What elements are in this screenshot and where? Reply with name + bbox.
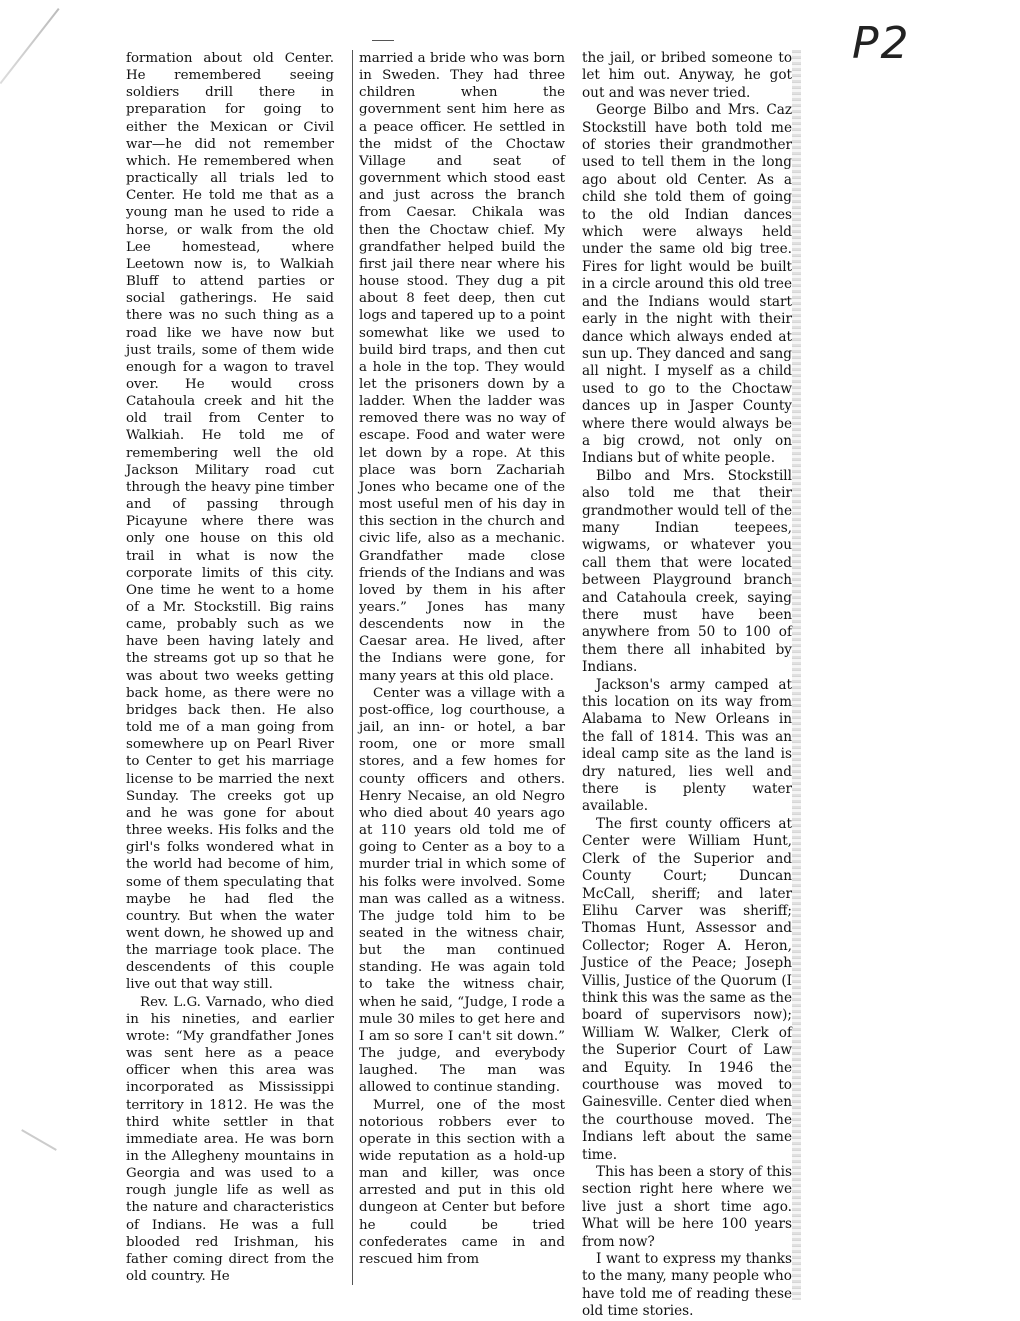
page-number: P2 (852, 18, 911, 69)
paragraph: This has been a story of this section right here where we live just a short time ago. What will be here 100 years from now? (582, 1164, 792, 1250)
paragraph: Center was a village with a post-office, log courthouse, a jail, an inn- or hotel, a bar room, one or more small stores, and a few homes for county officers and others. Henry Necaise, an old Negro who died about 40 years ago at 110 years old told me of going to Center as a boy to a murder trial in which some of his folks were involved. Some man was called as a witness. The judge told him to be seated in the witness chair, but the man continued standing. He was again told to take the witness chair, when he said, “Judge, I rode a mule 30 miles to get here and I am so sore I can't sit down.” The judge, and everybody laughed. The man was allowed to continue standing. (359, 685, 565, 1096)
column-mark (372, 40, 394, 41)
paragraph: Bilbo and Mrs. Stockstill also told me that their grandmother would tell of the many Indian teepees, wigwams, or whatever you call them that were located between Playground branch and Catahoula creek, saying there must have been anywhere from 50 to 100 of them there all inhabited by Indians. (582, 467, 792, 676)
paragraph: I want to express my thanks to the many, many people who have told me of reading these old time stories. (582, 1251, 792, 1320)
article-column-3 (582, 50, 792, 1320)
article-column-2 (352, 50, 565, 1285)
fold-mark (21, 1129, 57, 1151)
column-edge-shadow (792, 50, 801, 1300)
paragraph: Jackson's army camped at this location on its way from Alabama to New Orleans in the fall of 1814. This was an ideal camp site as the land is dry natured, lies well and there is plenty water available. (582, 676, 792, 815)
paragraph: The first county officers at Center were William Hunt, Clerk of the Superior and County Court; Duncan McCall, sheriff; and later Elihu Carver was sheriff; Thomas Hunt, Assessor and Collector; Roger A. Heron, Justice of the Peace; Joseph Villis, Justice of the Quorum (I think this was the same as the board of supervisors now); William W. Walker, Clerk of the Superior Court of Law and Equity. In 1946 the courthouse was moved to Gainesville. Center died when the courthouse moved. The Indians left about the same time. (582, 815, 792, 1163)
fold-mark (0, 8, 60, 84)
paragraph: the jail, or bribed someone to let him out. Anyway, he got out and was never tried. (582, 50, 792, 101)
paragraph: Rev. L.G. Varnado, who died in his nineties, and earlier wrote: “My grandfather Jones was sent here as a peace officer when this area was incorporated as Mississippi territory in 1812. He was the third white settler in that immediate area. He was born in the Allegheny mountains in Georgia and was used to a rough jungle life as well as the nature and characteristics of Indians. He was a full blooded red Irishman, his father coming direct from the old country. He (126, 994, 334, 1285)
paragraph: formation about old Center. He remembered seeing soldiers drill there in preparation for going to either the Mexican or Civil war—he did not remember which. He remembered when practically all trials led to Center. He told me that as a young man he used to ride a horse, or walk from the old Lee homestead, where Leetown now is, to Walkiah Bluff to attend parties or social gatherings. He said there was no such thing as a road like we have now but just trails, some of them wide enough for a wagon to travel over. He would cross Catahoula creek and hit the old trail from Center to Walkiah. He told me of remembering well the old Jackson Military road cut through the heavy pine timber and of passing through Picayune where there was only one house on this old trail in what is now the corporate limits of this city. One time he went to a home of a Mr. Stockstill. Big rains came, probably such as we have been having lately and the streams got up so that he was about two weeks getting back home, as there were no bridges back then. He also told me of a man going from somewhere up on Pearl River to Center to get his marriage license to be married the next Sunday. The creeks got up and he was gone for about three weeks. His folks and the girl's folks wondered what in the world had become of him, some of them speculating that maybe he had fled the country. But when the water went down, he showed up and the marriage took place. The descendents of this couple live out that way still. (126, 51, 334, 993)
paragraph: Murrel, one of the most notorious robbers ever to operate in this section with a wide reputation as a hold-up man and killer, was once arrested and put in this old dungeon at Center but before he could be tried confederates came in and rescued him from (359, 1097, 565, 1267)
article-column-1 (126, 50, 334, 1300)
paragraph: married a bride who was born in Sweden. They had three children when the government sent him here as a peace officer. He settled in the midst of the Choctaw Village and seat of government which stood east and just across the branch from Caesar. Chikala was then the Choctaw chief. My grandfather helped build the first jail there near where his house stood. They dug a pit about 8 feet deep, then cut logs and tapered up to a point somewhat like we used to build bird traps, and then cut a hole in the top. They would let the prisoners down by a ladder. When the ladder was removed there was no way of escape. Food and water were let down by a rope. At this place was born Zachariah Jones who became one of the most useful men of his day in this section in the church and civic life, also as a mechanic. Grandfather made close friends of the Indians and was loved by them in his after years.” Jones has many descendents now in the Caesar area. He lived, after the Indians were gone, for many years at this old place. (359, 51, 565, 684)
paragraph: George Bilbo and Mrs. Caz Stockstill have both told me of stories their grandmother used to tell them in the long ago about old Center. As a child she told them of going to the old Indian dances which were always held under the same old big tree. Fires for light would be built in a circle around this old tree and the Indians would start early in the night with their dance which always ended at sun up. They danced and sang all night. I myself as a child used to go to the Choctaw dances up in Jasper County where there would always be a big crowd, not only on Indians but of white people. (582, 102, 792, 467)
